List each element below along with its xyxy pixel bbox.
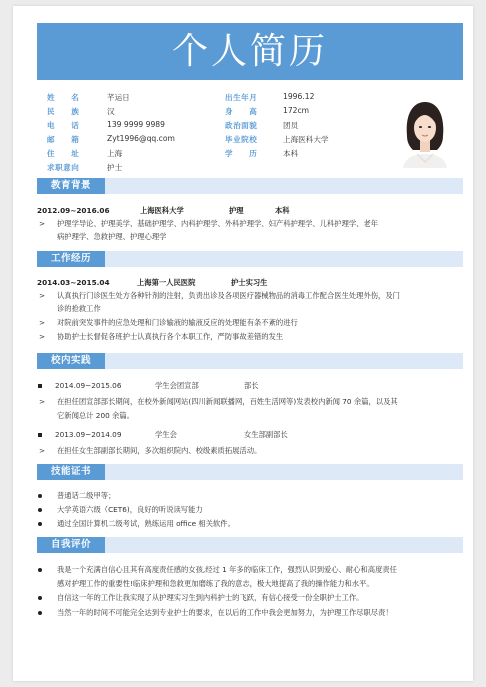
section-skills-title: 技能证书: [37, 464, 105, 480]
dot-bullet: [38, 522, 42, 526]
section-education-header: [37, 178, 463, 194]
education-courses-line2: 病护理学、急救护理、护理心理学: [57, 232, 167, 241]
label-school: 毕业院校: [225, 135, 258, 144]
label-address: 住 址: [47, 149, 80, 158]
work-role: 护士实习生: [231, 278, 268, 287]
arrow-bullet: >: [39, 332, 46, 341]
self-eval-line: 我是一个充满自信心且其有高度责任感的女孩,经过 1 年多的临床工作，强烈认识到爱心、耐心和高度责任: [57, 565, 397, 574]
dot-bullet: [38, 568, 42, 572]
label-email: 邮 箱: [47, 135, 80, 144]
arrow-bullet: >: [39, 291, 46, 300]
work-item-line: 认真执行门诊医生处方各种针剂的注射，负责出诊及各项医疗器械物品的消毒工作配合医生处理外伤，及门: [57, 291, 400, 300]
square-bullet: [38, 433, 42, 437]
value-birth: 1996.12: [283, 92, 315, 101]
value-school: 上海医科大学: [283, 135, 329, 144]
label-ethnicity: 民 族: [47, 107, 80, 116]
self-eval-line: 当然一年的时间不可能完全达到专业护士的要求，在以后的工作中我会更加努力，为护理工作尽职尽责！: [57, 608, 393, 617]
value-political: 团员: [283, 121, 299, 130]
page-title: 个人简历: [171, 30, 328, 72]
section-work-header: [37, 251, 463, 267]
skill-item: 通过全国计算机二级考试，熟练运用 office 相关软件。: [57, 519, 235, 528]
title-bar: [37, 23, 463, 80]
value-phone: 139 9999 9989: [107, 120, 165, 129]
education-degree: 本科: [275, 206, 290, 215]
education-period: 2012.09~2016.06: [37, 206, 110, 215]
section-self-eval-title: 自我评价: [37, 537, 105, 553]
value-degree: 本科: [283, 149, 299, 158]
portrait-photo: [399, 96, 451, 168]
campus-org: 学生会: [155, 430, 177, 439]
section-work-title: 工作经历: [37, 251, 105, 267]
campus-desc-line: 它新闻总计 200 余篇。: [57, 411, 134, 420]
arrow-bullet: >: [39, 397, 46, 406]
value-job-target: 护士: [107, 163, 123, 172]
campus-role: 女生部副部长: [244, 430, 288, 439]
dot-bullet: [38, 494, 42, 498]
work-company: 上海第一人民医院: [137, 278, 196, 287]
campus-period: 2013.09~2014.09: [55, 430, 122, 439]
dot-bullet: [38, 596, 42, 600]
dot-bullet: [38, 508, 42, 512]
education-school: 上海医科大学: [140, 206, 184, 215]
campus-period: 2014.09~2015.06: [55, 381, 122, 390]
value-email: Zyt1996@qq.com: [107, 134, 175, 143]
education-courses-line1: 护理学导论、护理美学、基础护理学、内科护理学、外科护理学、妇产科护理学、儿科护理学、老年: [57, 219, 379, 228]
education-major: 护理: [229, 206, 244, 215]
label-degree: 学 历: [225, 149, 258, 158]
campus-desc-line: 在担任女生部副部长期间，多次组织院内、校级素质拓展活动。: [57, 446, 262, 455]
value-ethnicity: 汉: [107, 107, 115, 116]
value-height: 172cm: [283, 106, 310, 115]
work-period: 2014.03~2015.04: [37, 278, 110, 287]
portrait-icon: [399, 96, 451, 168]
resume-page: [13, 6, 473, 681]
section-education-title: 教育背景: [37, 178, 105, 194]
label-name: 姓 名: [47, 93, 80, 102]
square-bullet: [38, 384, 42, 388]
self-eval-line: 感对护理工作的重要性!临床护理和急救更加磨练了我的意志，极大地提高了我的操作能力和水平。: [57, 579, 374, 588]
work-item-line: 对院前突发事件的应急处理和门诊输液的输液反应的处理能有条不紊的进行: [57, 318, 298, 327]
arrow-bullet: >: [39, 318, 46, 327]
work-item-line: 协助护士长督促各班护士认真执行各个本职工作，严防事故差错的发生: [57, 332, 284, 341]
label-political: 政治面貌: [225, 121, 258, 130]
work-item-line: 诊的抢救工作: [57, 304, 101, 313]
label-job-target: 求职意向: [47, 163, 80, 172]
section-skills-header: [37, 464, 463, 480]
self-eval-line: 自信这一年的工作让我实现了从护理实习生到内科护士的飞跃，有信心接受一份全职护士工作。: [57, 593, 364, 602]
section-campus-title: 校内实践: [37, 353, 105, 369]
section-campus-header: [37, 353, 463, 369]
arrow-bullet: >: [39, 446, 46, 455]
campus-role: 部长: [244, 381, 259, 390]
campus-org: 学生会团宣部: [155, 381, 199, 390]
section-self-eval-header: [37, 537, 463, 553]
value-address: 上海: [107, 149, 123, 158]
label-height: 身 高: [225, 107, 258, 116]
skill-item: 大学英语六级（CET6)，良好的听说读写能力: [57, 505, 203, 514]
label-phone: 电 话: [47, 121, 80, 130]
campus-desc-line: 在担任团宣部部长期间，在校外新闻网站(四川新闻联播网，百姓生活网等)发表校内新闻 70 余篇，以及其: [57, 397, 398, 406]
arrow-bullet: >: [39, 219, 46, 228]
label-birth: 出生年月: [225, 93, 258, 102]
value-name: 芊运日: [107, 93, 130, 102]
skill-item: 普通话二级甲等；: [57, 491, 116, 500]
dot-bullet: [38, 611, 42, 615]
